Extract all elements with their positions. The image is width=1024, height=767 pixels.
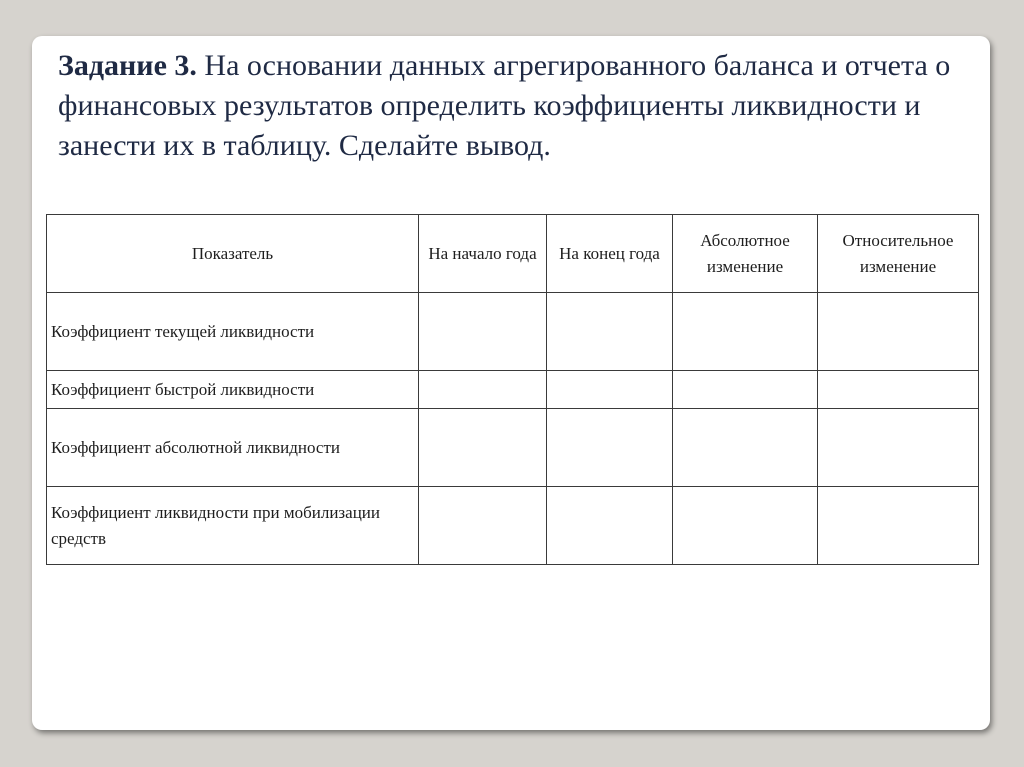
liquidity-table: [46, 214, 979, 565]
cell-absolute-change[interactable]: [673, 371, 818, 409]
table-header-row: [47, 215, 979, 293]
task-label: Задание 3.: [58, 49, 197, 82]
header-end-of-year: На конец года: [547, 215, 673, 293]
cell-absolute-change[interactable]: [673, 293, 818, 371]
cell-start-of-year[interactable]: [419, 371, 547, 409]
header-indicator: Показатель: [47, 215, 419, 293]
cell-end-of-year[interactable]: [547, 487, 673, 565]
row-indicator-name: Коэффициент ликвидности при мобилизации средств: [47, 487, 419, 565]
cell-absolute-change[interactable]: [673, 487, 818, 565]
header-start-of-year: На начало года: [419, 215, 547, 293]
cell-start-of-year[interactable]: [419, 409, 547, 487]
row-indicator-name: Коэффициент быстрой ликвидности: [47, 371, 419, 409]
table-row: [47, 487, 979, 565]
cell-end-of-year[interactable]: [547, 293, 673, 371]
row-indicator-name: Коэффициент абсолютной ликвидности: [47, 409, 419, 487]
cell-relative-change[interactable]: [818, 293, 979, 371]
row-indicator-name: Коэффициент текущей ликвидности: [47, 293, 419, 371]
cell-end-of-year[interactable]: [547, 409, 673, 487]
cell-absolute-change[interactable]: [673, 409, 818, 487]
table-row: [47, 409, 979, 487]
header-relative-change: Относительное изменение: [818, 215, 979, 293]
cell-end-of-year[interactable]: [547, 371, 673, 409]
table-row: [47, 293, 979, 371]
cell-relative-change[interactable]: [818, 371, 979, 409]
task-text: На основании данных агрегированного баланса и отчета о финансовых результатов определить коэффициенты ликвидности и занести их в таблицу. Сделайте вывод.: [58, 49, 951, 162]
slide: [32, 36, 990, 730]
task-heading: [58, 46, 958, 166]
cell-relative-change[interactable]: [818, 409, 979, 487]
header-absolute-change: Абсолютное изменение: [673, 215, 818, 293]
cell-start-of-year[interactable]: [419, 293, 547, 371]
cell-start-of-year[interactable]: [419, 487, 547, 565]
cell-relative-change[interactable]: [818, 487, 979, 565]
table-row: [47, 371, 979, 409]
